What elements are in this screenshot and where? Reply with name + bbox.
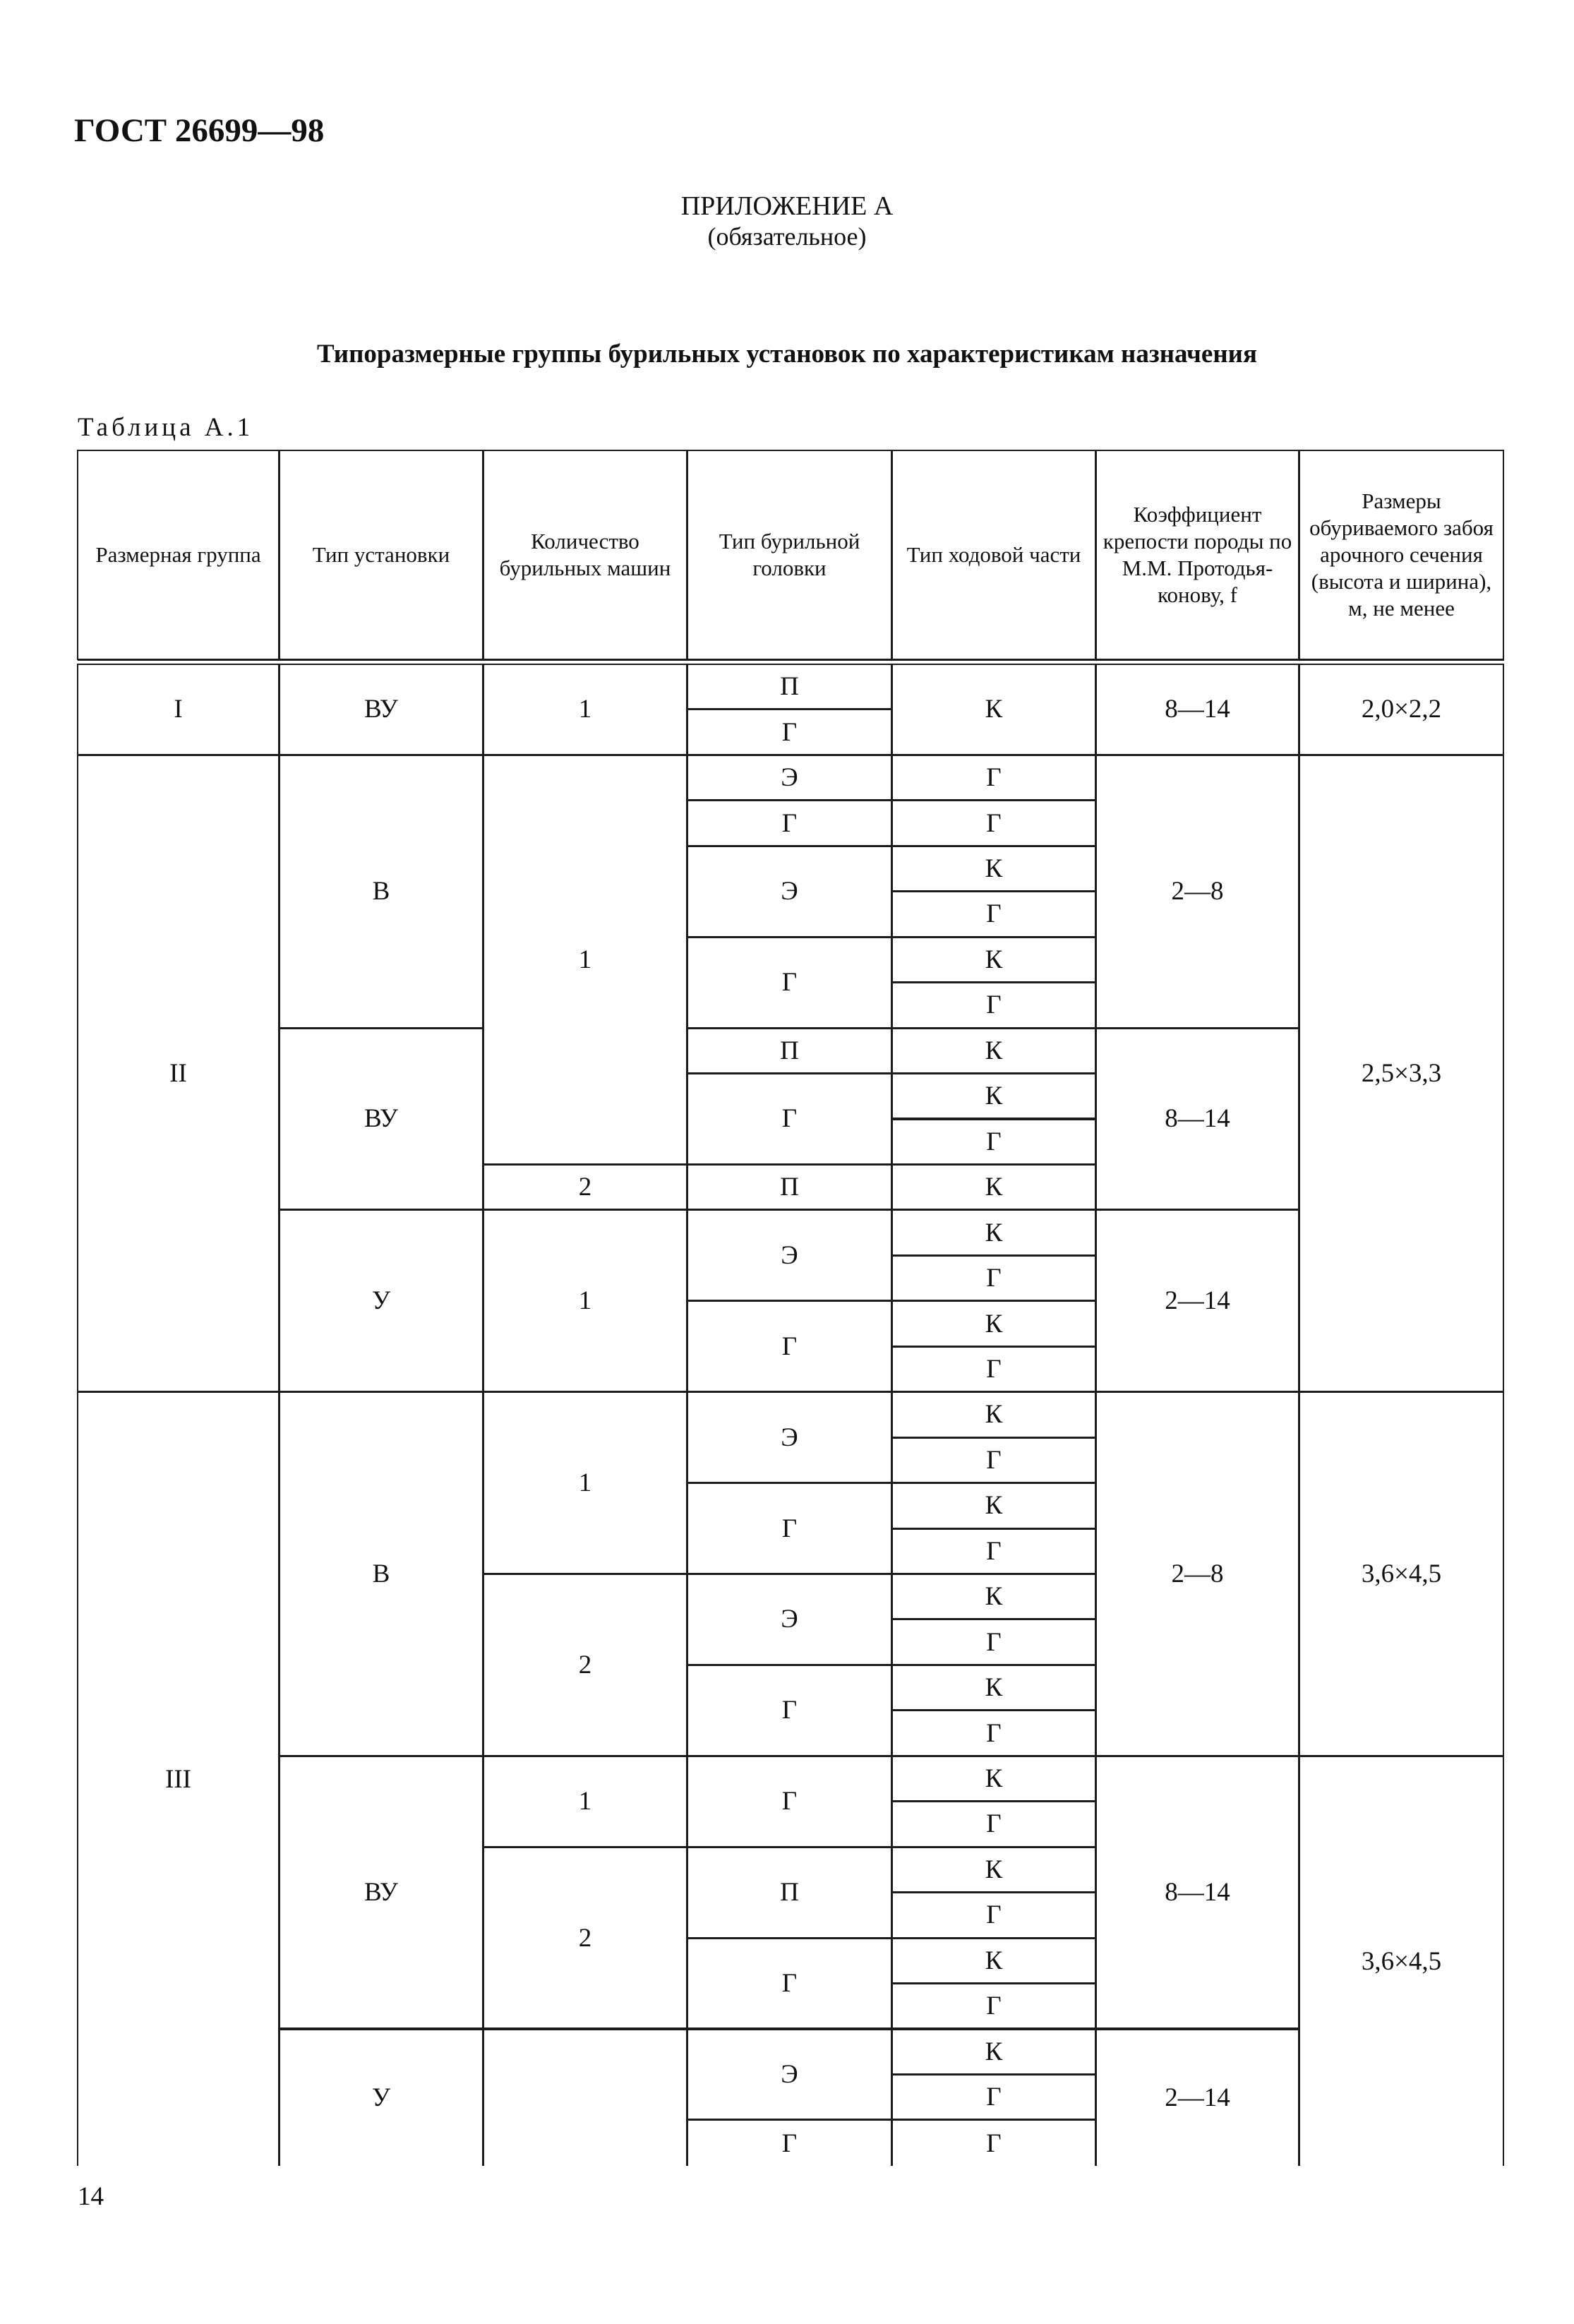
header-drill-count: Количество бурильных машин bbox=[483, 450, 687, 660]
drill-count-cell bbox=[483, 2029, 687, 2166]
drill-head-cell: П bbox=[687, 664, 892, 709]
drill-head-cell: Г bbox=[687, 1756, 892, 1847]
chassis-cell: Г bbox=[891, 982, 1096, 1028]
face-size-cell: 2,5×3,3 bbox=[1299, 755, 1504, 1392]
drill-head-cell: Э bbox=[687, 2029, 892, 2121]
chassis-cell: К bbox=[891, 1574, 1096, 1619]
drill-head-cell: П bbox=[687, 1164, 892, 1210]
chassis-cell: Г bbox=[891, 1528, 1096, 1574]
drill-head-cell: Г bbox=[687, 1300, 892, 1392]
drill-head-cell: Э bbox=[687, 1391, 892, 1483]
drill-count-cell: 2 bbox=[483, 1164, 687, 1210]
face-size-cell: 2,0×2,2 bbox=[1299, 664, 1504, 755]
chassis-cell: К bbox=[891, 1938, 1096, 1984]
chassis-cell: Г bbox=[891, 1619, 1096, 1665]
chassis-cell: К bbox=[891, 1847, 1096, 1893]
appendix-status: (обязательное) bbox=[707, 222, 867, 251]
drill-count-cell: 1 bbox=[483, 1756, 687, 1847]
hardness-cell: 2—8 bbox=[1095, 1391, 1299, 1756]
drill-count-cell: 1 bbox=[483, 664, 687, 755]
face-size-cell: 3,6×4,5 bbox=[1299, 1756, 1504, 2166]
hardness-cell: 2—14 bbox=[1095, 1209, 1299, 1392]
drill-head-cell: Г bbox=[687, 1665, 892, 1756]
chassis-cell: Г bbox=[891, 1710, 1096, 1756]
chassis-cell: Г bbox=[891, 755, 1096, 801]
hardness-cell: 2—8 bbox=[1095, 755, 1299, 1029]
size-group-cell: III bbox=[77, 1391, 280, 2166]
size-group-cell: II bbox=[77, 755, 280, 1392]
drill-head-cell: П bbox=[687, 1028, 892, 1074]
drill-head-cell: Г bbox=[687, 1938, 892, 2030]
size-group-cell: I bbox=[77, 664, 280, 755]
header-rock-hardness: Коэффициент крепости породы по М.М. Протодья-конову, f bbox=[1095, 450, 1299, 660]
header-drill-head-type: Тип бурильной головки bbox=[687, 450, 892, 660]
drill-head-cell: Г bbox=[687, 937, 892, 1029]
unit-type-cell: У bbox=[279, 2029, 483, 2166]
document-code: ГОСТ 26699—98 bbox=[74, 112, 325, 149]
chassis-cell: К bbox=[891, 1073, 1096, 1119]
chassis-cell: Г bbox=[891, 891, 1096, 937]
drill-head-cell: Г bbox=[687, 1073, 892, 1165]
drill-head-cell: Г bbox=[687, 709, 892, 755]
header-double-rule bbox=[78, 659, 1504, 661]
drill-count-cell: 2 bbox=[483, 1574, 687, 1756]
hardness-cell: 8—14 bbox=[1095, 1028, 1299, 1211]
face-size-cell: 3,6×4,5 bbox=[1299, 1391, 1504, 1756]
drill-head-cell: Э bbox=[687, 1209, 892, 1301]
unit-type-cell: У bbox=[279, 1209, 483, 1392]
drill-head-cell: Э bbox=[687, 755, 892, 801]
chassis-cell: Г bbox=[891, 1892, 1096, 1938]
chassis-cell: Г bbox=[891, 1119, 1096, 1165]
chassis-cell: Г bbox=[891, 1346, 1096, 1392]
unit-type-cell: ВУ bbox=[279, 664, 483, 755]
header-size-group: Размерная группа bbox=[77, 450, 280, 660]
table-title: Типоразмерные группы бурильных установок по характеристикам назначения bbox=[317, 340, 1257, 369]
drill-count-cell: 2 bbox=[483, 1847, 687, 2030]
unit-type-cell: ВУ bbox=[279, 1028, 483, 1211]
unit-type-cell: В bbox=[279, 1391, 483, 1756]
chassis-cell: К bbox=[891, 1300, 1096, 1346]
drill-head-cell: Э bbox=[687, 1574, 892, 1665]
header-face-dimensions: Размеры обуриваемого забоя арочного сечения (высота и ширина), м, не менее bbox=[1299, 450, 1504, 660]
chassis-cell: К bbox=[891, 1209, 1096, 1255]
table-label: Таблица А.1 bbox=[78, 413, 254, 442]
header-unit-type: Тип установки bbox=[279, 450, 483, 660]
drill-head-cell: Э bbox=[687, 846, 892, 938]
chassis-cell: К bbox=[891, 1665, 1096, 1711]
chassis-cell: К bbox=[891, 1028, 1096, 1074]
hardness-cell: 8—14 bbox=[1095, 1756, 1299, 2030]
page-number: 14 bbox=[78, 2182, 104, 2211]
chassis-cell: К bbox=[891, 1756, 1096, 1802]
drill-head-cell: Г bbox=[687, 800, 892, 846]
chassis-cell: Г bbox=[891, 1983, 1096, 2029]
chassis-cell: Г bbox=[891, 1255, 1096, 1301]
drill-count-cell: 1 bbox=[483, 1391, 687, 1574]
unit-type-cell: В bbox=[279, 755, 483, 1029]
header-chassis-type: Тип ходовой части bbox=[891, 450, 1096, 660]
chassis-cell: К bbox=[891, 1164, 1096, 1210]
unit-type-cell: ВУ bbox=[279, 1756, 483, 2030]
appendix-title: ПРИЛОЖЕНИЕ А bbox=[680, 191, 894, 221]
hardness-cell: 8—14 bbox=[1095, 664, 1299, 755]
chassis-cell: Г bbox=[891, 800, 1096, 846]
chassis-cell: Г bbox=[891, 1801, 1096, 1847]
chassis-cell: К bbox=[891, 846, 1096, 892]
chassis-cell: Г bbox=[891, 1437, 1096, 1483]
drill-head-cell: Г bbox=[687, 1483, 892, 1574]
chassis-cell: Г bbox=[891, 2119, 1096, 2165]
chassis-cell: К bbox=[891, 1391, 1096, 1437]
chassis-cell: К bbox=[891, 2029, 1096, 2075]
chassis-cell: К bbox=[891, 664, 1096, 755]
chassis-cell: К bbox=[891, 937, 1096, 983]
drill-count-cell: 1 bbox=[483, 1209, 687, 1392]
drill-head-cell: Г bbox=[687, 2119, 892, 2165]
hardness-cell: 2—14 bbox=[1095, 2029, 1299, 2166]
drill-head-cell: П bbox=[687, 1847, 892, 1939]
chassis-cell: Г bbox=[891, 2074, 1096, 2120]
chassis-cell: К bbox=[891, 1483, 1096, 1528]
drill-count-cell: 1 bbox=[483, 755, 687, 1165]
